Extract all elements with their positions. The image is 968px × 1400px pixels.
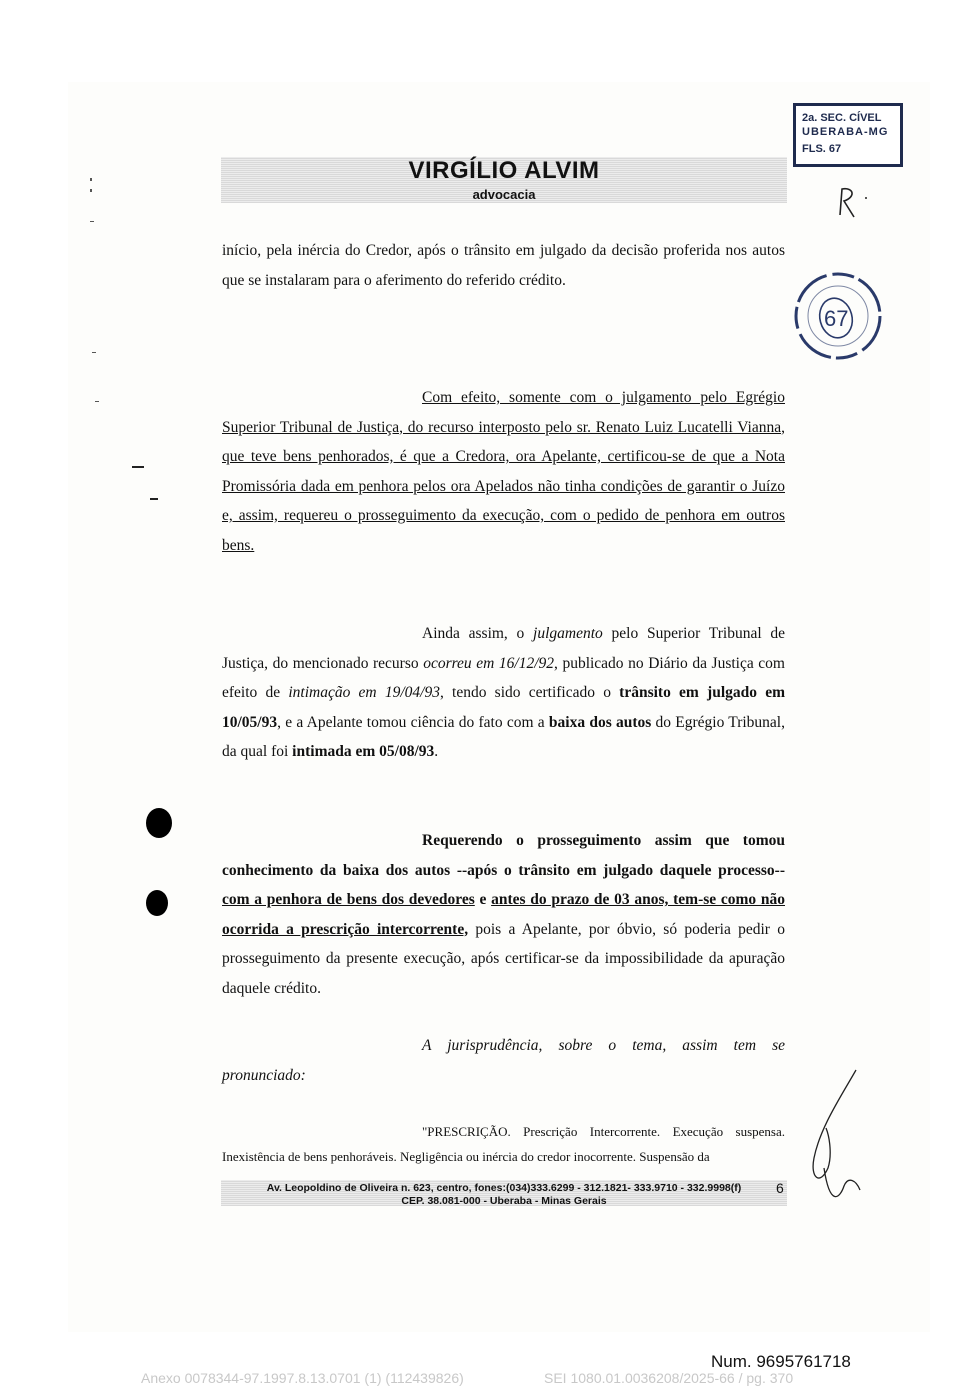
text-run: Requerendo o prosseguimento assim que tomou conhecimento da baixa dos autos --após o trânsito em julgado daquele processo-- xyxy=(222,832,785,879)
text-run: julgamento xyxy=(533,625,603,642)
text-run: intimada em 05/08/93 xyxy=(292,743,435,760)
text-run: "PRESCRIÇÃO. Prescrição Intercorrente. Execução suspensa. Inexistência de bens penhoráveis. Negligência ou inércia do credor inocorrente. Suspensão da xyxy=(222,1124,785,1164)
signature-icon xyxy=(800,1068,870,1210)
text-run: com a penhora de bens dos devedores xyxy=(222,891,475,908)
margin-mark xyxy=(90,189,92,192)
text-run: . xyxy=(434,743,439,760)
court-stamp xyxy=(793,103,903,167)
paragraph-2-text: Com efeito, somente com o julgamento pelo Egrégio Superior Tribunal de Justiça, do recurso interposto pelo sr. Renato Luiz Lucatelli Vianna, que teve bens penhorados, é que a Credora, ora Apelante, certificou-se de que a Nota Promissória dada em penhora pelos ora Apelados não tinha condições de garantir o Juízo e, assim, requereu o prosseguimento da execução, com o pedido de penhora em outros bens. xyxy=(222,389,785,554)
paragraph-3 xyxy=(222,619,785,767)
text-run: e xyxy=(474,891,492,908)
stamp-line-1: 2a. SEC. CÍVEL xyxy=(802,112,882,124)
text-run: Ainda assim, o xyxy=(422,625,534,642)
text-run: pelo Superior Tribunal de Justiça, do mencionado recurso xyxy=(222,625,786,672)
margin-mark xyxy=(90,178,92,181)
sei-reference: SEI 1080.01.0036208/2025-66 / pg. 370 xyxy=(544,1370,794,1386)
margin-mark xyxy=(132,466,144,468)
paragraph-1: início, pela inércia do Credor, após o trânsito em julgado da decisão proferida nos autos que se instalaram para o aferimento do referido crédito. xyxy=(222,242,785,289)
initial-signature-icon xyxy=(832,185,872,221)
quotation xyxy=(222,1119,785,1169)
text-run: , e a Apelante tomou ciência do fato com a xyxy=(277,713,549,731)
text-run: intimação em 19/04/93 xyxy=(288,684,440,701)
text-run: baixa dos autos xyxy=(548,713,652,731)
paragraph-4 xyxy=(222,826,785,1003)
footer-cep: CEP. 38.081-000 - Uberaba - Minas Gerais xyxy=(401,1195,607,1207)
margin-mark xyxy=(92,352,96,353)
stamp-line-3: FLS. 67 xyxy=(802,143,842,155)
punch-hole-mark xyxy=(146,808,172,838)
text-run: ocorreu em 16/12/92 xyxy=(423,654,554,672)
text-run: antes do prazo de 03 anos, tem-se como não ocorrida a prescrição intercorrente, xyxy=(222,891,785,938)
margin-mark xyxy=(90,221,94,222)
margin-mark xyxy=(150,498,158,500)
text-run: , tendo sido certificado o xyxy=(439,684,620,701)
paragraph-5 xyxy=(222,1031,785,1090)
round-stamp-icon xyxy=(790,268,886,364)
footer-address: Av. Leopoldino de Oliveira n. 623, centro, fones:(034)333.6299 - 312.1821- 333.9710 - 332.9998(f) xyxy=(266,1182,742,1194)
page-number: 6 xyxy=(776,1180,784,1196)
text-run: do Egrégio Tribunal, da qual foi xyxy=(222,713,785,760)
text-run: trânsito em julgado em 10/05/93 xyxy=(222,684,786,731)
round-stamp-number: 67 xyxy=(824,306,849,331)
margin-mark xyxy=(95,401,99,402)
punch-hole-mark xyxy=(146,890,168,916)
paragraph-2 xyxy=(222,383,785,560)
annex-reference: Anexo 0078344-97.1997.8.13.0701 (1) (112439826) xyxy=(141,1370,464,1386)
document-id: Num. 9695761718 xyxy=(711,1352,851,1371)
text-run: A jurisprudência, sobre o tema, assim tem se pronunciado: xyxy=(222,1037,785,1084)
text-run: pois a Apelante, por óbvio, só poderia pedir o prosseguimento da presente execução, após certificar-se da impossibilidade da apuração daquele crédito. xyxy=(222,920,785,997)
stamp-line-2: UBERABA-MG xyxy=(802,126,889,138)
text-run: , publicado no Diário da Justiça com efeito de xyxy=(222,654,785,701)
firm-name: VIRGÍLIO ALVIM xyxy=(408,157,600,184)
firm-subtitle: advocacia xyxy=(472,187,536,202)
